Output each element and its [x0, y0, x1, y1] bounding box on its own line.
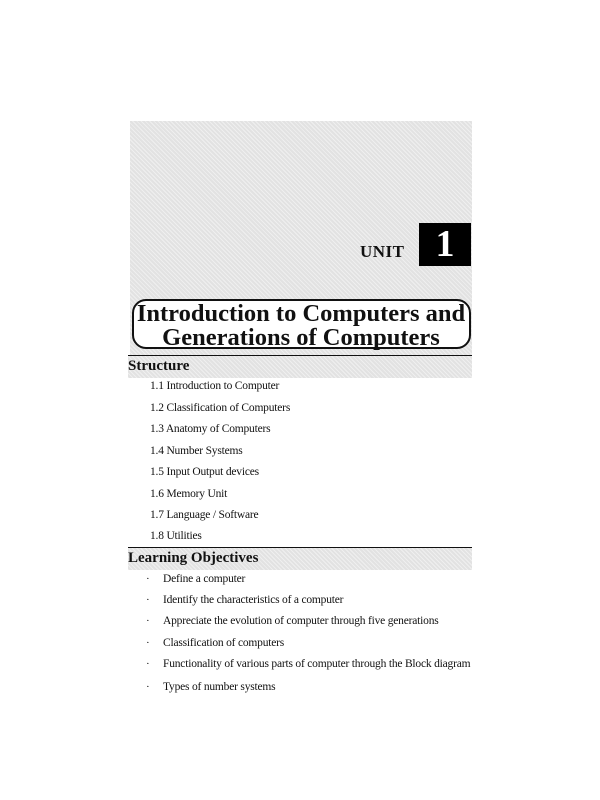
objective-item: [146, 594, 343, 606]
structure-item: 1.2 Classification of Computers: [150, 402, 291, 414]
objective-item: [146, 658, 470, 670]
structure-item: 1.4 Number Systems: [150, 445, 243, 457]
objective-item: [146, 615, 439, 627]
chapter-title: [130, 302, 472, 350]
objective-text: Types of number systems: [163, 681, 276, 693]
objective-text: Appreciate the evolution of computer through five generations: [163, 615, 439, 627]
chapter-title-line-2: Generations of Computers: [162, 324, 440, 351]
objective-text: Identify the characteristics of a computer: [163, 594, 344, 606]
bullet-dot: ·: [146, 681, 150, 693]
objective-text: Functionality of various parts of computer through the Block diagram: [163, 658, 471, 670]
bullet-dot: ·: [146, 594, 150, 606]
structure-item: 1.5 Input Output devices: [150, 466, 259, 478]
unit-label: UNIT: [360, 242, 405, 261]
bullet-dot: ·: [146, 573, 150, 585]
objective-text: Classification of computers: [163, 637, 285, 649]
structure-item: 1.8 Utilities: [150, 530, 202, 542]
bullet-dot: ·: [146, 615, 150, 627]
structure-item: 1.7 Language / Software: [150, 509, 259, 521]
structure-item: 1.1 Introduction to Computer: [150, 380, 280, 392]
structure-heading-bar: [128, 355, 472, 378]
structure-heading: Structure: [128, 358, 190, 374]
objective-item: [146, 637, 284, 649]
objectives-heading-bar: [128, 547, 472, 570]
structure-item: 1.3 Anatomy of Computers: [150, 423, 271, 435]
objective-text: Define a computer: [163, 573, 246, 585]
structure-item: 1.6 Memory Unit: [150, 488, 228, 500]
objective-item: [146, 573, 245, 585]
chapter-title-line-1: Introduction to Computers and: [136, 300, 466, 327]
bullet-dot: ·: [146, 658, 150, 670]
bullet-dot: ·: [146, 637, 150, 649]
objective-item: [146, 681, 275, 693]
unit-number-box: 1: [419, 223, 471, 266]
objectives-heading: Learning Objectives: [128, 550, 259, 566]
